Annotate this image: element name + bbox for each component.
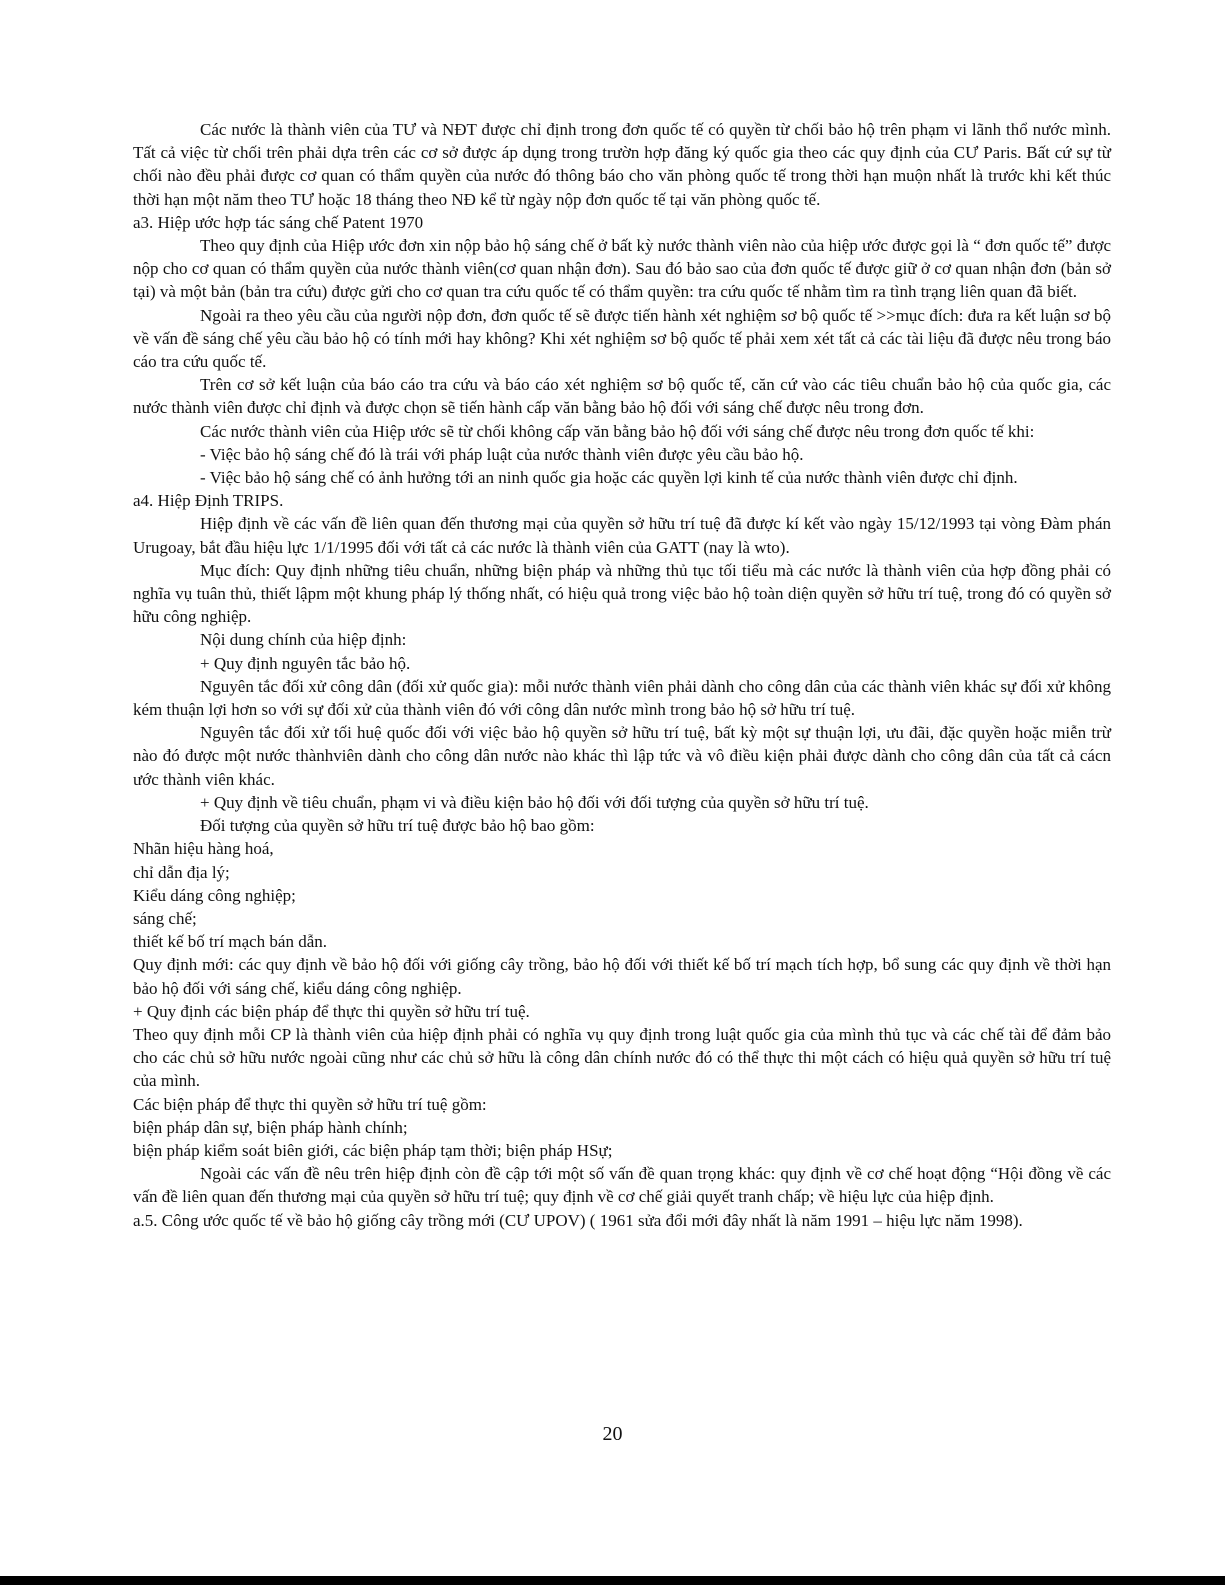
paragraph-preliminary-examination: Ngoài ra theo yêu cầu của người nộp đơn, đơn quốc tế sẽ được tiến hành xét nghiệm sơ bộ quốc tế >>mục đích: đưa ra kết luận sơ bộ về vấn đề sáng chế yêu cầu bảo hộ có tính mới hay không? Khi xét nghiệm sơ bộ quốc tế phải xem xét tất cả các tài liệu đã được nêu trong báo cáo tra cứu quốc tế. bbox=[133, 305, 1111, 372]
paragraph-most-favoured-nation: Nguyên tắc đối xử tối huệ quốc đối với việc bảo hộ quyền sở hữu trí tuệ, bất kỳ một sự thuận lợi, ưu đãi, đặc quyền hoặc miễn trừ nào đó được một nước thànhviên dành cho công dân nước nào khác thì lập tức và vô điều kiện phải được dành cho công dân của tất cả cácn ước thành viên khác. bbox=[133, 723, 1111, 789]
paragraph-trips-purpose: Mục đích: Quy định những tiêu chuẩn, những biện pháp và những thủ tục tối tiểu mà các nước là thành viên của hợp đồng phải có nghĩa vụ tuân thủ, thiết lậpm một khung pháp lý thống nhất, có hiệu quả trong việc bảo hộ toàn diện quyền sở hữu trí tuệ, trong đó có quyền sở hữu công nghiệp. bbox=[133, 560, 1111, 627]
paragraph-trips-main-content: Nội dung chính của hiệp định: bbox=[200, 630, 407, 650]
paragraph-protected-objects: Đối tượng của quyền sở hữu trí tuệ được bảo hộ bao gồm: bbox=[200, 816, 595, 836]
paragraph-pct-international-application: Theo quy định của Hiệp ước đơn xin nộp bảo hộ sáng chế ở bất kỳ nước thành viên nào của hiệp ước được gọi là “ đơn quốc tế” được nộp cho cơ quan có thẩm quyền của nước thành viên(cơ quan nhận đơn). Sau đó bảo sao của đơn quốc tế được giữ ở cơ quan nhận đơn (bản sở tại) và một bản (bản tra cứu) được gửi cho cơ quan tra cứu quốc tế có thẩm quyền: tra cứu quốc tế nhằm tìm ra tình trạng liên quan đã biết. bbox=[133, 236, 1111, 302]
paragraph-refusal-conditions: Các nước thành viên của Hiệp ước sẽ từ chối không cấp văn bằng bảo hộ đối với sáng chế được nêu trong đơn quốc tế khi: bbox=[200, 421, 1035, 441]
paragraph-other-issues: Ngoài các vấn đề nêu trên hiệp định còn đề cập tới một số vấn đề quan trọng khác: quy định về cơ chế hoạt động “Hội đồng về các vấn đề liên quan đến thương mại của quyền sở hữu trí tuệ; quy định về cơ chế giải quyết tranh chấp; về hiệu lực của hiệp định. bbox=[133, 1164, 1111, 1207]
page-number: 20 bbox=[602, 1423, 623, 1445]
paragraph-enforcement-list-intro: Các biện pháp để thực thi quyền sở hữu trí tuệ gồm: bbox=[133, 1094, 487, 1114]
heading-a4-trips: a4. Hiệp Định TRIPS. bbox=[133, 491, 284, 511]
paragraph-refusal-rights: Các nước là thành viên của TƯ và NĐT được chỉ định trong đơn quốc tế có quyền từ chối bảo hộ trên phạm vi lãnh thổ nước mình. Tất cả việc từ chối trên phải dựa trên các cơ sở được áp dụng trong trườn hợp đăng ký quốc gia theo các quy định của CƯ Paris. Bất cứ sự từ chối nào đều phải được cơ quan có thẩm quyền của nước đó thông báo cho văn phòng quốc tế trong thời hạn muộn nhất là trước khi kết thúc thời hạn một năm theo TƯ hoặc 18 tháng theo NĐ kể từ ngày nộp đơn quốc tế tại văn phòng quốc tế. bbox=[133, 120, 1111, 209]
list-item-patents: sáng chế; bbox=[133, 908, 197, 928]
list-item-refusal-security: - Việc bảo hộ sáng chế có ảnh hưởng tới an ninh quốc gia hoặc các quyền lợi kinh tế của nước thành viên được chỉ định. bbox=[200, 468, 1018, 488]
paragraph-protection-principles: + Quy định nguyên tắc bảo hộ. bbox=[200, 653, 411, 673]
list-item-layout-designs: thiết kế bố trí mạch bán dẫn. bbox=[133, 932, 328, 952]
bottom-border-bar bbox=[0, 1576, 1225, 1585]
heading-a5-upov: a.5. Công ước quốc tế về bảo hộ giống cây trồng mới (CƯ UPOV) ( 1961 sửa đổi mới đây nhất là năm 1991 – hiệu lực năm 1998). bbox=[133, 1210, 1023, 1230]
list-item-refusal-law: - Việc bảo hộ sáng chế đó là trái với pháp luật của nước thành viên được yêu cầu bảo hộ. bbox=[200, 444, 804, 464]
paragraph-grant-basis: Trên cơ sở kết luận của báo cáo tra cứu và báo cáo xét nghiệm sơ bộ quốc tế, căn cứ vào các tiêu chuẩn bảo hộ của quốc gia, các nước thành viên được chỉ định và được chọn sẽ tiến hành cấp văn bằng bảo hộ đối với sáng chế được nêu trong đơn. bbox=[133, 375, 1111, 418]
paragraph-enforcement-measures: + Quy định các biện pháp để thực thi quyền sở hữu trí tuệ. bbox=[133, 1001, 530, 1021]
list-item-civil-administrative: biện pháp dân sự, biện pháp hành chính; bbox=[133, 1117, 408, 1137]
paragraph-member-obligations: Theo quy định mỗi CP là thành viên của hiệp định phải có nghĩa vụ quy định trong luật quốc gia của mình thủ tục và các chế tài để đảm bảo cho các chủ sở hữu nước ngoài cũng như các chủ sở hữu là công dân chính nước đó có thể thực thi một cách có hiệu quả quyền sở hữu trí tuệ của mình. bbox=[133, 1024, 1111, 1091]
paragraph-new-provisions: Quy định mới: các quy định về bảo hộ đối với giống cây trồng, bảo hộ đối với thiết kế bố trí mạch tích hợp, bổ sung các quy định về thời hạn bảo hộ đối với sáng chế, kiểu dáng công nghiệp. bbox=[133, 955, 1111, 998]
list-item-border-provisional-criminal: biện pháp kiểm soát biên giới, các biện pháp tạm thời; biện pháp HSự; bbox=[133, 1140, 613, 1160]
paragraph-trips-signing: Hiệp định về các vấn đề liên quan đến thương mại của quyền sở hữu trí tuệ đã được kí kết vào ngày 15/12/1993 tại vòng Đàm phán Urugoay, bắt đầu hiệu lực 1/1/1995 đối với tất cả các nước là thành viên của GATT (nay là wto). bbox=[133, 514, 1111, 557]
list-item-industrial-designs: Kiểu dáng công nghiệp; bbox=[133, 885, 296, 905]
heading-a3-pct: a3. Hiệp ước hợp tác sáng chế Patent 1970 bbox=[133, 212, 424, 232]
paragraph-standards-scope: + Quy định về tiêu chuẩn, phạm vi và điều kiện bảo hộ đối với đối tượng của quyền sở hữu trí tuệ. bbox=[200, 792, 869, 812]
list-item-geographical-indications: chỉ dẫn địa lý; bbox=[133, 862, 230, 882]
list-item-trademarks: Nhãn hiệu hàng hoá, bbox=[133, 839, 274, 859]
paragraph-national-treatment: Nguyên tắc đối xử công dân (đối xử quốc gia): mỗi nước thành viên phải dành cho công dân của các thành viên khác sự đối xử không kém thuận lợi hơn so với sự đối xử của thành viên đó với công dân nước mình trong bảo hộ sở hữu trí tuệ. bbox=[133, 676, 1111, 720]
document-body bbox=[133, 118, 1111, 1232]
